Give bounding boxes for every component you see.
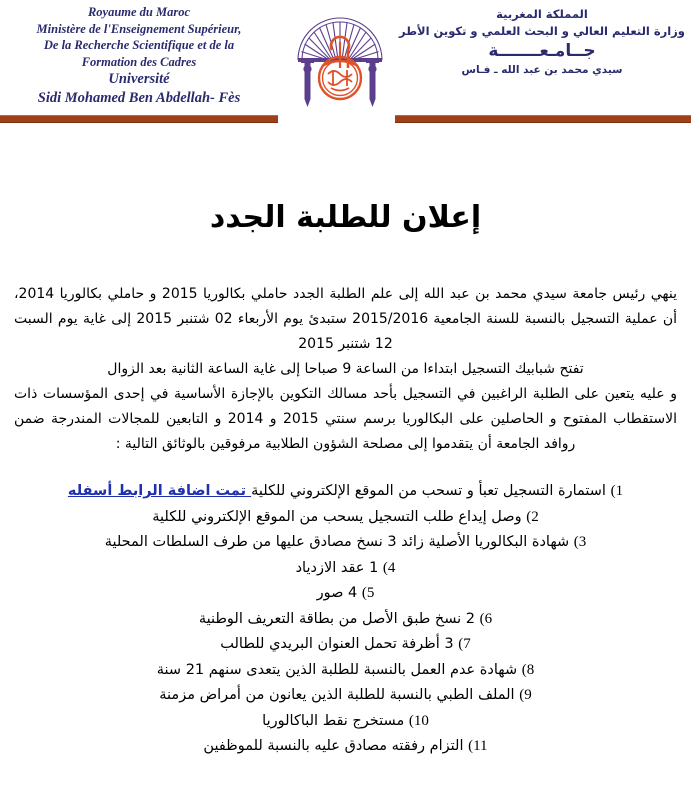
list-item	[0, 581, 691, 607]
paragraph-line-7: روافد الجامعة أن يتقدموا إلى مصلحة الشؤون الطلابية مرفوقين بالوثائق التالية :	[115, 436, 576, 452]
list-item-label: 1 عقد الازدياد	[295, 559, 383, 576]
document-header	[0, 0, 691, 112]
paragraph-line-2: أن عملية التسجيل بالنسبة للسنة الجامعية 2015/2016 ستبدئ يوم الأربعاء 02 شتنبر 2015 إلى غاية يوم السبت	[14, 311, 678, 327]
list-item-label: 2 نسخ طبق الأصل من بطاقة التعريف الوطنية	[198, 610, 480, 627]
header-fr-university-name: Sidi Mohamed Ben Abdellah- Fès	[37, 90, 241, 106]
list-item	[0, 632, 691, 658]
required-documents-list	[0, 479, 691, 760]
list-item-number: 1)	[610, 483, 624, 499]
list-item-number: 5)	[361, 585, 375, 601]
paragraph-line-3: 12 شتنبر 2015	[298, 336, 393, 352]
list-item-label: مستخرج نقط الباكالوريا	[262, 712, 409, 729]
list-item-label: 4 صور	[316, 585, 362, 601]
paragraph-line-4: تفتح شبابيك التسجيل ابتداءا من الساعة 9 صباحا إلى غاية الساعة الثانية بعد الزوال	[107, 361, 584, 377]
list-item-label: شهادة عدم العمل بالنسبة للطلبة الذين يتعدى سنهم 21 سنة	[156, 661, 522, 678]
list-item-number: 2)	[526, 508, 539, 525]
list-item-number: 4)	[382, 559, 396, 576]
list-item-label: شهادة البكالوريا الأصلية زائد 3 نسخ مصادق عليها من طرف السلطات المحلية	[104, 534, 574, 550]
list-item-label: الملف الطبي بالنسبة للطلبة الذين يعانون من أمراض مزمنة	[159, 687, 520, 703]
list-item-label: 3 أظرفة تحمل العنوان البريدي للطالب	[220, 636, 459, 652]
list-item-number: 11)	[468, 738, 488, 754]
divider-rule-right	[395, 115, 691, 123]
header-fr-line-2: Ministère de l'Enseignement Supérieur,	[36, 21, 242, 36]
document-body	[0, 198, 691, 760]
list-item-highlight-link[interactable]: تمت اضافة الرابط أسفله	[67, 483, 252, 499]
list-item	[0, 607, 691, 633]
paragraph-line-1: ينهي رئيس جامعة سيدي محمد بن عبد الله إلى علم الطلبة الجدد حاملي بكالوريا 2015 و حاملي بكالوريا 2014،	[14, 286, 677, 302]
page-title: إعلان للطلبة الجدد	[209, 200, 482, 235]
announcement-paragraph	[0, 282, 691, 457]
list-item	[0, 530, 691, 556]
header-ar-ministry: وزارة التعليم العالي و البحث العلمي و تكوين الأطر	[399, 24, 685, 38]
list-item	[0, 683, 691, 709]
list-item	[0, 709, 691, 735]
list-item-label: وصل إيداع طلب التسجيل يسحب من الموقع الإلكتروني للكلية	[152, 508, 527, 525]
list-item	[0, 505, 691, 531]
list-item-number: 7)	[458, 636, 471, 652]
header-divider	[0, 112, 691, 126]
header-ar-university: جــامـعـــــــة	[488, 41, 596, 61]
list-item-label: استمارة التسجيل تعبأ و تسحب من الموقع الإلكتروني للكلية	[251, 483, 611, 499]
university-emblem-icon	[286, 8, 394, 108]
list-item	[0, 658, 691, 684]
list-item-number: 9)	[519, 687, 532, 703]
list-item	[0, 556, 691, 582]
header-fr-university: Université	[108, 71, 170, 87]
paragraph-line-6: الاستقطاب المفتوح و الحاصلين على البكالوريا برسم سنتي 2015 و 2014 و التابعين للمجالات المندرجة ضمن	[14, 411, 677, 427]
header-fr-line-4: Formation des Cadres	[81, 54, 197, 69]
list-item	[0, 479, 691, 505]
list-item-number: 10)	[408, 712, 429, 729]
list-item	[0, 734, 691, 760]
divider-rule-left	[0, 115, 278, 123]
list-item-number: 6)	[479, 610, 493, 627]
header-ar-university-name: سيدي محمد بن عبد الله ـ فـاس	[461, 64, 623, 76]
list-item-number: 8)	[521, 661, 535, 678]
list-item-number: 3)	[573, 534, 587, 550]
header-fr-line-1: Royaume du Maroc	[87, 5, 191, 19]
header-ar-kingdom: المملكة المغربية	[496, 7, 588, 21]
list-item-label: التزام رفقته مصادق عليه بالنسبة للموظفين	[203, 738, 469, 754]
header-arabic-block	[399, 6, 685, 79]
paragraph-line-5: و عليه يتعين على الطلبة الراغبين في التسجيل بأحد مسالك التكوين بالإجازة الأساسية في إحدى المؤسسات ذات	[14, 386, 677, 402]
header-fr-line-3: De la Recherche Scientifique et de la	[43, 38, 235, 52]
header-french-block	[0, 4, 278, 108]
